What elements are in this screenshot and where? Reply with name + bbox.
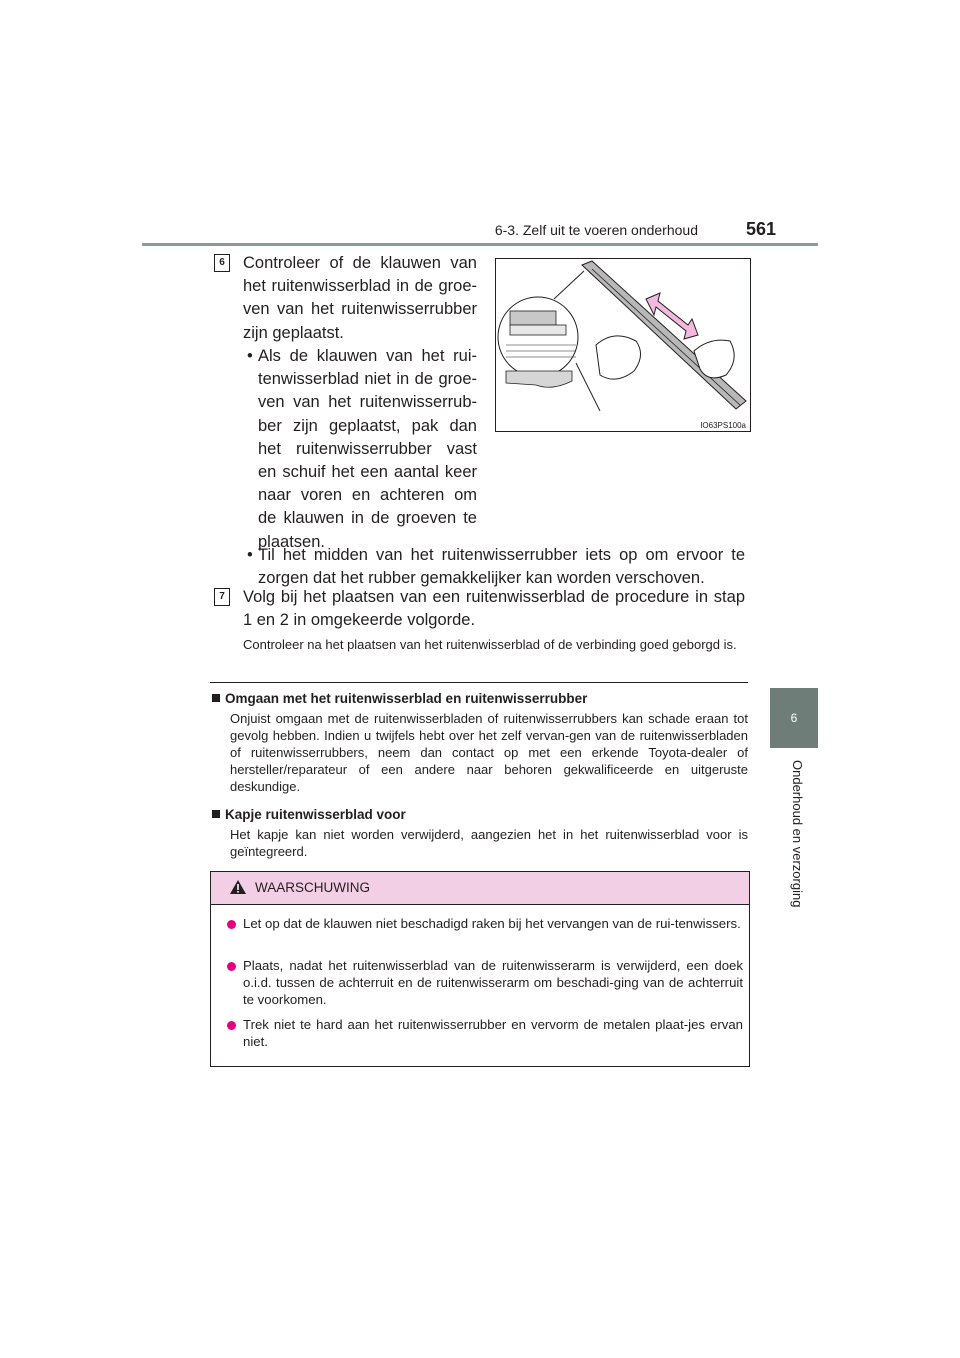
step-number-7: 7 xyxy=(214,588,230,606)
section-title-text: Kapje ruitenwisserblad voor xyxy=(225,807,406,822)
warning-header xyxy=(211,872,749,905)
section-heading xyxy=(212,691,748,706)
header-divider xyxy=(142,243,818,246)
warning-item-2: Plaats, nadat het ruitenwisserblad van de ruitenwisserarm is verwijderd, een doek o.i.d. tussen de achterruit en de ruitenwisserarm om beschadi-ging van de achterruit te voorkomen. xyxy=(243,958,743,1007)
section-text: Onjuist omgaan met de ruitenwisserbladen of ruitenwisserrubbers kan schade eraan tot gevolg hebben. Indien u twijfels hebt over het zelf vervan-gen van de ruitenwisserbladen of ruitenwisserrubbers, neem dan contact op met een erkende Toyota-dealer of hersteller/reparateur of een andere naar behoren gekwalificeerde en uitgeruste deskundige. xyxy=(230,711,748,794)
page-number: 561 xyxy=(745,219,776,239)
square-bullet-icon xyxy=(212,810,220,818)
bullet-text: Til het midden van het ruitenwisserrubber iets op om ervoor te zorgen dat het rubber gemakkelijker kan worden verschoven. xyxy=(258,546,745,588)
bullet-text: Als de klauwen van het rui-tenwisserblad niet in de groe-ven van het ruitenwisserrub-ber zijn geplaatst, pak dan het ruitenwisserrubber vast en schuif het een aantal keer naar voren en achteren om de klauwen in de groeven te plaatsen. xyxy=(258,347,477,551)
warning-triangle-icon xyxy=(229,879,247,895)
section-title: 6-3. Zelf uit te voeren onderhoud xyxy=(494,222,698,238)
wiper-blade-illustration-icon xyxy=(496,259,750,431)
warning-bullet-icon xyxy=(227,920,236,929)
chapter-title-vertical xyxy=(790,760,810,930)
figure-code: IO63PS100a xyxy=(700,421,746,430)
wiper-blade-figure xyxy=(495,258,751,432)
step-6-bullet-2 xyxy=(243,544,745,590)
warning-item-1: Let op dat de klauwen niet beschadigd raken bij het vervangen van de rui-tenwissers. xyxy=(243,916,741,931)
warning-box xyxy=(210,871,750,1067)
step-7-note: Controleer na het plaatsen van het ruitenwisserblad of de verbinding goed geborgd is. xyxy=(243,637,737,652)
section-heading xyxy=(212,807,748,822)
section-wiper-cap xyxy=(212,807,748,860)
warning-title: WAARSCHUWING xyxy=(255,880,370,895)
warning-bullet-icon xyxy=(227,1021,236,1030)
section-divider xyxy=(210,682,748,683)
step-7-text: Volg bij het plaatsen van een ruitenwisserblad de procedure in stap 1 en 2 in omgekeerde volgorde. xyxy=(243,588,745,630)
section-title-text: Omgaan met het ruitenwisserblad en ruitenwisserrubber xyxy=(225,691,588,706)
bullet-marker: • xyxy=(247,347,253,365)
square-bullet-icon xyxy=(212,694,220,702)
section-text: Het kapje kan niet worden verwijderd, aangezien het in het ruitenwisserblad voor is geïntegreerd. xyxy=(230,827,748,859)
section-wiper-handling xyxy=(212,691,748,795)
chapter-title: Onderhoud en verzorging xyxy=(790,760,805,908)
warning-item-3: Trek niet te hard aan het ruitenwisserrubber en vervorm de metalen plaat-jes ervan niet. xyxy=(243,1017,743,1049)
chapter-number: 6 xyxy=(790,711,798,725)
step-number-6: 6 xyxy=(214,254,230,272)
step-6-text: Controleer of de klauwen van het ruitenwisserblad in de groe-ven van het ruitenwisserrubber zijn geplaatst. xyxy=(243,254,477,342)
bullet-marker: • xyxy=(247,546,253,564)
warning-bullet-icon xyxy=(227,962,236,971)
step-6-bullet-1 xyxy=(243,345,477,554)
